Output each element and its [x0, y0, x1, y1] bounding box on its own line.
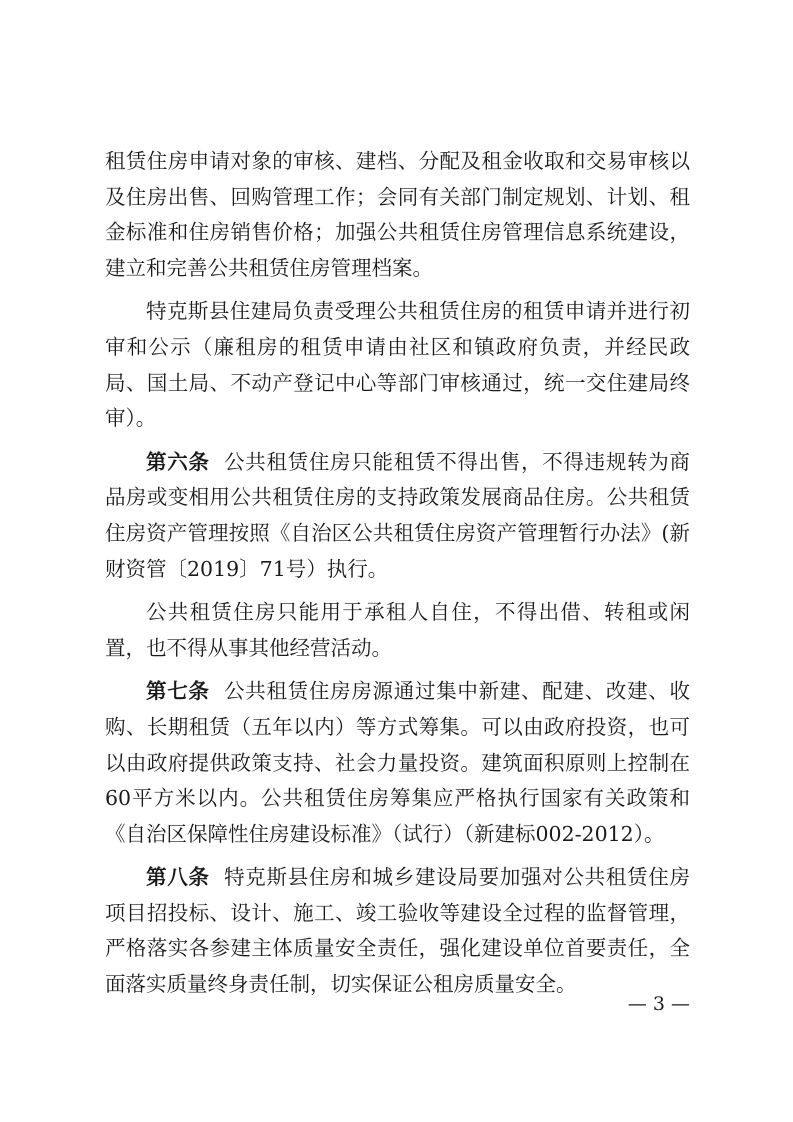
article-8 [105, 860, 690, 1002]
article-text: 特克斯县住房和城乡建设局要加强对公共租赁住房项目招投标、设计、施工、竣工验收等建设全过程的监督管理，严格落实各参建主体质量安全责任，强化建设单位首要责任，全面落实质量终身责任制，切实保证公租房质量安全。 [105, 865, 690, 997]
article-text: 公共租赁住房只能租赁不得出售，不得违规转为商品房或变相用公共租赁住房的支持政策发展商品住房。公共租赁住房资产管理按照《自治区公共租赁住房资产管理暂行办法》(新财资管〔2019〕71号）执行。 [105, 449, 690, 581]
paragraph-text: 租赁住房申请对象的审核、建档、分配及租金收取和交易审核以及住房出售、回购管理工作；会同有关部门制定规划、计划、租金标准和住房销售价格；加强公共租赁住房管理信息系统建设，建立和完善公共租赁住房管理档案。 [105, 149, 690, 280]
article-6 [105, 445, 690, 587]
article-number: 第六条 [146, 449, 210, 474]
page-number: — 3 — [627, 993, 690, 1015]
paragraph-review-duties [105, 294, 690, 436]
paragraph-self-occupancy [105, 595, 690, 666]
paragraph-text: 公共租赁住房只能用于承租人自住，不得出借、转租或闲置，也不得从事其他经营活动。 [105, 600, 690, 660]
paragraph-continuation [105, 144, 690, 286]
paragraph-text: 特克斯县住建局负责受理公共租赁住房的租赁申请并进行初审和公示（廉租房的租赁申请由社区和镇政府负责，并经民政局、国土局、不动产登记中心等部门审核通过，统一交住建局终审）。 [105, 299, 690, 431]
article-number: 第七条 [146, 679, 210, 704]
document-body [105, 144, 690, 1003]
article-text: 公共租赁住房房源通过集中新建、配建、改建、收购、长期租赁（五年以内）等方式筹集。可以由政府投资，也可以由政府提供政策支持、社会力量投资。建筑面积原则上控制在60平方米以内。公共租赁住房筹集应严格执行国家有关政策和《自治区保障性住房建设标准》（试行）（新建标002-2012）。 [105, 679, 690, 846]
article-7 [105, 674, 690, 852]
article-number: 第八条 [146, 865, 210, 890]
